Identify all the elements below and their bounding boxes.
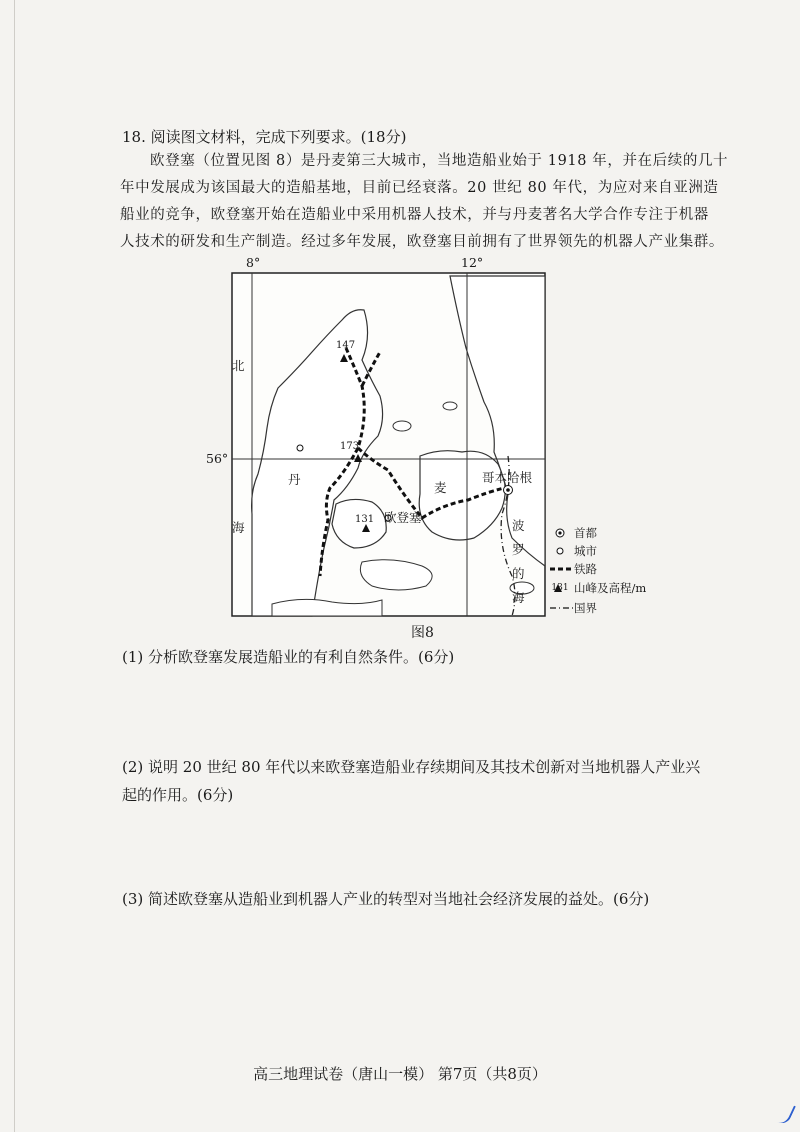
baltic-label-4: 海 bbox=[512, 590, 525, 605]
legend-city: 城市 bbox=[574, 544, 597, 558]
sub-question-3: (3) 简述欧登塞从造船业到机器人产业的转型对当地社会经济发展的益处。(6分) bbox=[122, 890, 650, 908]
city-marker bbox=[297, 445, 303, 451]
lat-label-56: 56° bbox=[206, 451, 229, 466]
sub-question-1: (1) 分析欧登塞发展造船业的有利自然条件。(6分) bbox=[122, 648, 455, 666]
peak-label-131: 131 bbox=[355, 514, 375, 525]
figure-caption: 图8 bbox=[411, 625, 434, 641]
city-label-odense: 欧登塞 bbox=[384, 510, 422, 525]
north-sea-label-2: 海 bbox=[232, 520, 245, 535]
capital-label: 哥本哈根 bbox=[482, 470, 533, 485]
page-footer: 高三地理试卷（唐山一模） 第7页（共8页） bbox=[253, 1065, 547, 1083]
country-label-2: 麦 bbox=[434, 480, 447, 495]
north-sea-label-1: 北 bbox=[232, 358, 245, 373]
map-graphic bbox=[212, 256, 757, 636]
sub-question-2-line-2: 起的作用。(6分) bbox=[122, 786, 234, 804]
material-line-1: 欧登塞（位置见图 8）是丹麦第三大城市，当地造船业始于 1918 年，并在后续的几十 bbox=[150, 153, 729, 169]
country-label-1: 丹 bbox=[288, 472, 301, 487]
denmark-map bbox=[206, 255, 757, 636]
material-line-2: 年中发展成为该国最大的造船基地，目前已经衰落。20 世纪 80 年代，为应对来自亚洲造 bbox=[120, 180, 719, 196]
legend-capital: 首都 bbox=[574, 526, 597, 540]
material-line-4: 人技术的研发和生产制造。经过多年发展，欧登塞目前拥有了世界领先的机器人产业集群。 bbox=[120, 234, 724, 250]
lon-label-8: 8° bbox=[246, 255, 261, 270]
legend-peak: 131 山峰及高程/m bbox=[551, 581, 647, 595]
sub-question-2-line-1: (2) 说明 20 世纪 80 年代以来欧登塞造船业存续期间及其技术创新对当地机器人产业兴 bbox=[122, 758, 701, 776]
scan-edge-mark bbox=[772, 1100, 796, 1127]
baltic-label-2: 罗 bbox=[512, 542, 525, 557]
question-header: 18. 阅读图文材料，完成下列要求。(18分) bbox=[122, 128, 407, 146]
legend-border: 国界 bbox=[574, 601, 597, 615]
baltic-label-3: 的 bbox=[512, 566, 525, 581]
peak-label-173: 173 bbox=[340, 441, 360, 452]
material-line-3: 船业的竞争，欧登塞开始在造船业中采用机器人技术，并与丹麦著名大学合作专注于机器 bbox=[120, 207, 709, 223]
baltic-label-1: 波 bbox=[512, 518, 525, 533]
page-binding-edge bbox=[0, 0, 15, 1132]
legend-railway: 铁路 bbox=[574, 562, 597, 576]
peak-label-147: 147 bbox=[336, 340, 356, 351]
lon-label-12: 12° bbox=[461, 255, 484, 270]
